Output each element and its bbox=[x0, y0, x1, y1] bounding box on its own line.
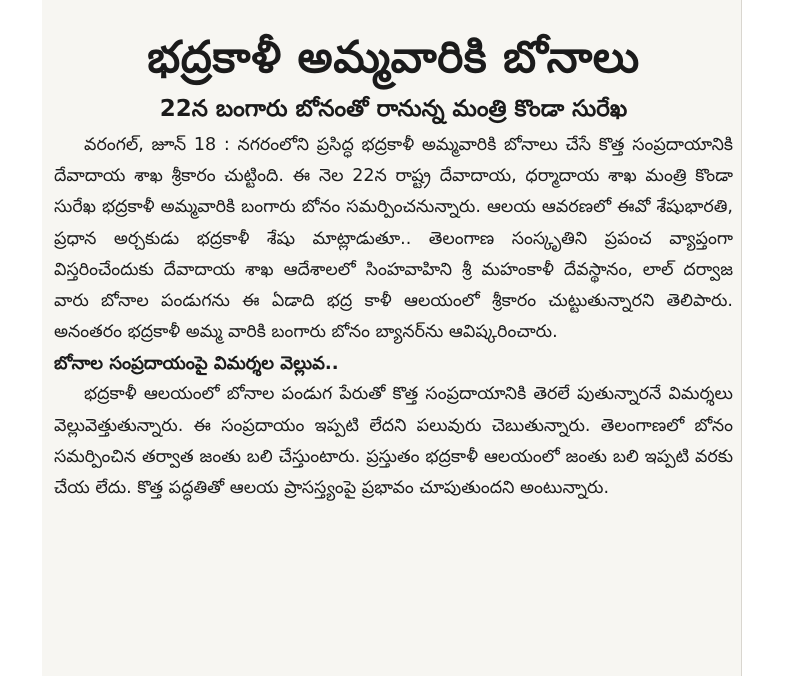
newspaper-clipping bbox=[42, 0, 742, 676]
paragraph-1: వరంగల్, జూన్ 18 : నగరంలోని ప్రసిద్ధ భద్రకాళీ అమ్మవారికి బోనాలు చేసే కొత్త సంప్రదాయానికి దేవాదాయ శాఖ శ్రీకారం చుట్టింది. ఈ నెల 22న రాష్ట్ర దేవాదాయ, ధర్మాదాయ శాఖ మంత్రి కొండా సురేఖ భద్రకాళీ అమ్మవారికి బంగారు బోనం సమర్పించనున్నారు. ఆలయ ఆవరణలో ఈవో శేషుభారతి, ప్రధాన అర్చకుడు భద్రకాళీ శేషు మాట్లాడుతూ.. తెలంగాణ సంస్కృతిని ప్రపంచ వ్యాప్తంగా విస్తరించేందుకు దేవాదాయ శాఖ ఆదేశాలలో సింహవాహిని శ్రీ మహంకాళీ దేవస్థానం, లాల్ దర్వాజ వారు బోనాల పండుగను ఈ ఏడాది భద్ర కాళీ ఆలయంలో శ్రీకారం చుట్టుతున్నారని తెలిపారు. అనంతరం భద్రకాళీ అమ్మ వారికి బంగారు బోనం బ్యానర్‌ను ఆవిష్కరించారు. bbox=[54, 135, 733, 343]
section-subhead: బోనాల సంప్రదాయంపై విమర్శల వెల్లువ.. bbox=[54, 353, 339, 375]
subheadline: 22న బంగారు బోనంతో రానున్న మంత్రి కొండా సురేఖ bbox=[159, 96, 628, 122]
paragraph-2: భద్రకాళీ ఆలయంలో బోనాల పండుగ పేరుతో కొత్త సంప్రదాయానికి తెరలే పుతున్నారనే విమర్శలు వెల్లువెత్తుతున్నారు. ఈ సంప్రదాయం ఇప్పటి లేదని పలువురు చెబుతున్నారు. తెలంగాణలో బోనం సమర్పించిన తర్వాత జంతు బలి చేస్తుంటారు. ప్రస్తుతం భద్రకాళీ ఆలయంలో జంతు బలి ఇప్పటి వరకు చేయ లేదు. కొత్త పద్ధతితో ఆలయ ప్రాసస్త్యంపై ప్రభావం చూపుతుందని అంటున్నారు. bbox=[54, 384, 733, 499]
headline: భద్రకాళీ అమ్మవారికి బోనాలు bbox=[147, 32, 640, 83]
